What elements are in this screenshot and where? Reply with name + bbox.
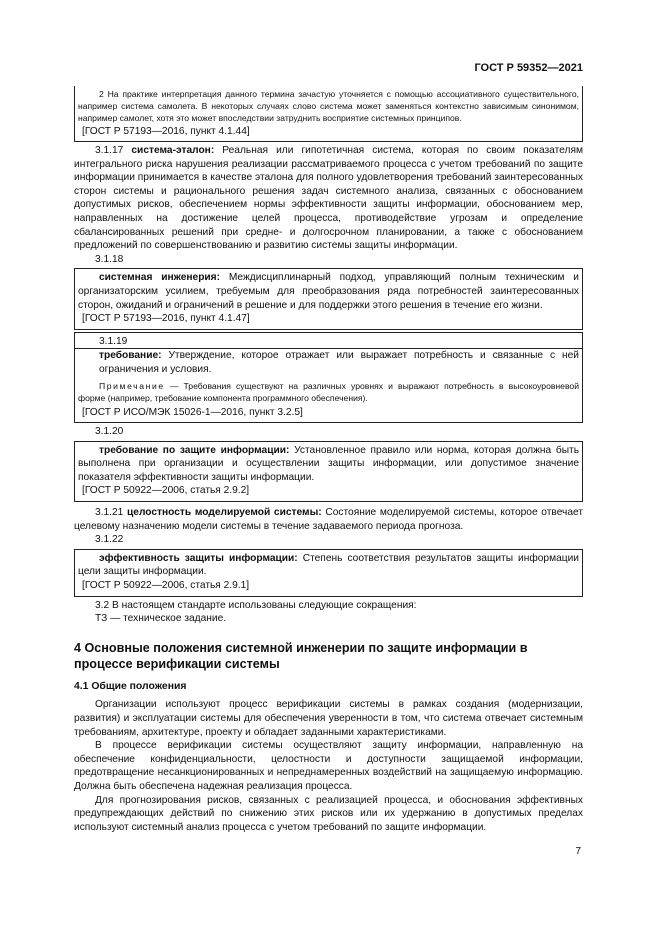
standard-code: ГОСТ Р 59352—2021 [474,62,583,74]
note-label: Примечание [99,380,165,391]
term-box-note [74,86,583,142]
term-number: 3.1.18 [95,253,124,265]
term-definition: Степень соответствия результатов защиты информации цели защиты информации. [78,552,579,578]
term-definition: Утверждение, которое отражает или выражает потребность и связанные с ней ограничения и условия. [99,350,579,375]
term-name: требование: [99,350,162,362]
term-box-3-1-19 [74,332,583,423]
reference: [ГОСТ Р 57193—2016, пункт 4.1.47] [82,313,250,325]
term-3-1-17 [74,144,583,253]
abbreviation-item: ТЗ — техническое задание. [95,613,227,625]
term-definition: Установленное правило или норма, которая должна быть выполнена при организации и осуществлении защиты информации, или допустимое значение показателя эффективности защиты информации. [78,444,579,483]
body-paragraph: Для прогнозирования рисков, связанных с реализацией процесса, и обоснования эффективных предупреждающих действий по снижению этих рисков или их удержанию в допустимых пределах используют системный анализ процесса с учетом требований по защите информации. [74,794,583,833]
term-number: 3.1.21 [95,507,124,519]
abbreviations-intro: 3.2 В настоящем стандарте использованы следующие сокращения: [95,599,417,611]
body-paragraph: В процессе верификации системы осуществляют защиту информации, направленную на обеспечение конфиденциальности, целостности и доступности защищаемой информации, предотвращение несанкционированных и непреднамеренных воздействий на защищаемую информацию. Должна быть обеспечена надежная реализация процесса. [74,740,583,792]
term-definition: Реальная или гипотетичная система, которая по своим показателям интегрального риска нарушения реализации рассматриваемого процесса с учетом требований по защите информации принимается в качестве эталона для полного удовлетворения требований заинтересованных сторон системы и рационального решения задач системного анализа, связанных с обоснованием допустимых рисков, обеспечением нормы эффективности защиты информации, обоснованием мер, направленных на достижение целей процесса, противодействие угрозам и определение сбалансированных решений при средне- и долгосрочном планировании, а также с обоснованием предложений по совершенствованию и развитию системы защиты информации. [74,145,583,252]
term-number: 3.1.17 [95,145,124,156]
term-definition: Состояние моделируемой системы, которое отвечает целевому назначению модели системы в течение задаваемого периода прогноза. [74,507,583,532]
page-content [74,84,583,834]
note-text: — Требования существуют на различных уровнях и выражают потребность в высокоуровневой форме (например, требование компонента программного обеспечения). [78,380,580,403]
reference: [ГОСТ Р 50922—2006, статья 2.9.2] [82,485,250,497]
term-name: требование по защите информации: [99,444,290,456]
reference: [ГОСТ Р ИСО/МЭК 15026-1—2016, пункт 3.2.5] [82,406,303,418]
term-name: системная инженерия: [99,272,221,284]
term-name: эффективность защиты информации: [99,552,298,564]
term-number: 3.1.19 [99,335,128,347]
reference: [ГОСТ Р 57193—2016, пункт 4.1.44] [82,126,250,137]
subsection-4-1-title: 4.1 Общие положения [74,680,187,692]
term-name: система-эталон: [131,145,215,156]
body-paragraph: Организации используют процесс верификации системы в рамках создания (модернизации, развития) и эксплуатации системы для обеспечения уверенности в том, что система отвечает системным требованиям, архитектуре, проекту и обладает заданными характеристиками. [74,699,583,738]
term-box-3-1-22 [74,549,583,597]
term-box-3-1-18 [74,268,583,329]
term-3-1-21 [74,506,583,533]
section-4-title: 4 Основные положения системной инженерии по защите информации в процессе верификации системы [74,640,528,671]
term-box-3-1-20 [74,441,583,502]
term-name: целостность моделируемой системы: [127,507,322,519]
page-number: 7 [575,846,581,857]
term-number: 3.1.22 [95,534,124,546]
reference: [ГОСТ Р 50922—2006, статья 2.9.1] [82,580,250,592]
term-number: 3.1.20 [95,426,124,438]
note-text: 2 На практике интерпретация данного термина зачастую уточняется с помощью ассоциативного существительного, например система самолета. В некоторых случаях слово система может заменяться контекстно зависимым синонимом, например самолет, хотя это может впоследствии затруднить восприятие системных принципов. [78,89,579,123]
term-definition: Междисциплинарный подход, управляющий полным техническим и организаторским усилием, требуемым для преобразования ряда потребностей заинтересованных сторон, ожиданий и ограничений в решение и для поддержки этого решения в течение его жизни. [78,272,579,311]
